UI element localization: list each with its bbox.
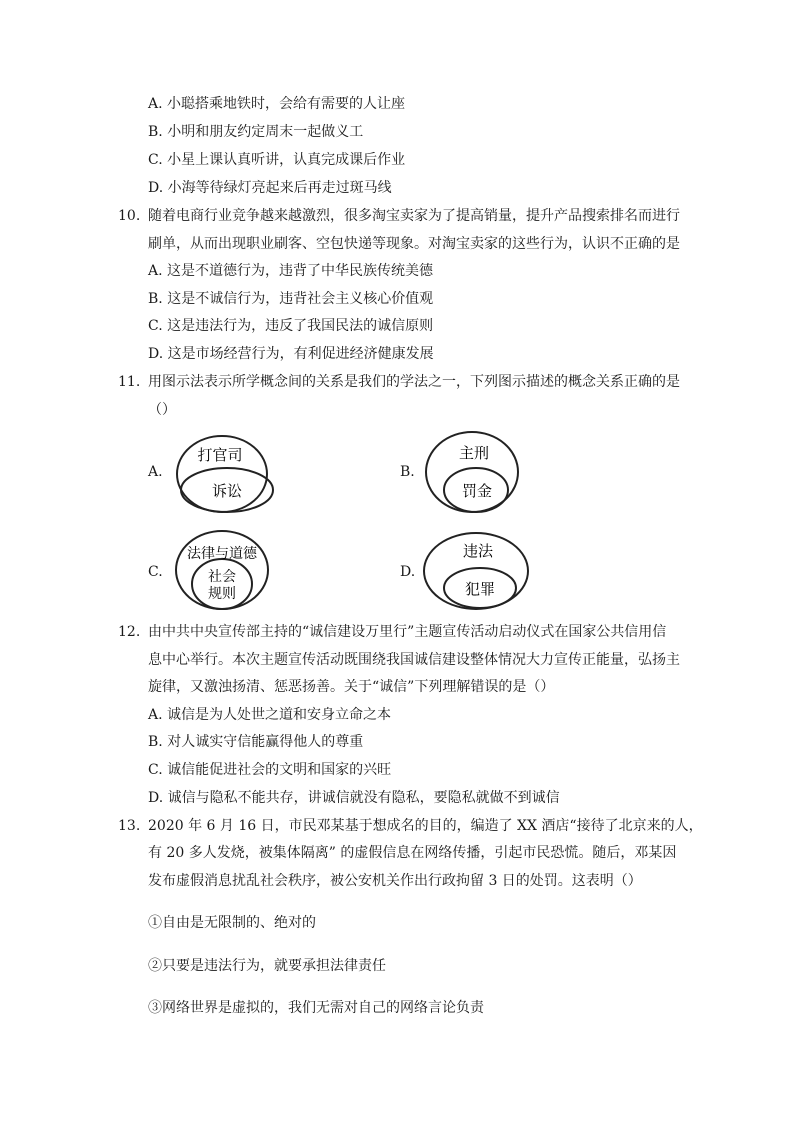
inner-text-1: 社会 — [208, 569, 236, 585]
q9-option-b: B. 小明和朋友约定周末一起做义工 — [148, 124, 364, 140]
outer-text: 法律与道德 — [187, 546, 257, 562]
q12-stem-line-2: 息中心举行。本次主题宣传活动既围绕我国诚信建设整体情况大力宣传正能量，弘扬主 — [148, 652, 680, 668]
inner-text: 罚金 — [461, 482, 493, 500]
q9-option-d: D. 小海等待绿灯亮起来后再走过斑马线 — [148, 180, 392, 196]
q11-stem-line-2: （） — [148, 402, 176, 418]
q13-stem-line-2: 有 20 多人发烧，被集体隔离” 的虚假信息在网络传播，引起市民恐慌。随后，邓某因 — [148, 845, 677, 861]
q13-statement-1: ①自由是无限制的、绝对的 — [148, 915, 316, 931]
q13-statement-2: ②只要是违法行为，就要承担法律责任 — [148, 958, 386, 974]
inner-text: 诉讼 — [211, 482, 243, 500]
q13-stem-line-3: 发布虚假消息扰乱社会秩序，被公安机关作出行政拘留 3 日的处罚。这表明（） — [148, 873, 642, 889]
q12-option-a: A. 诚信是为人处世之道和安身立命之本 — [148, 707, 392, 723]
q10-option-d: D. 这是市场经营行为，有利促进经济健康发展 — [148, 346, 434, 362]
q13-stem-line-1: 2020 年 6 月 16 日，市民邓某基于想成名的目的，编造了 XX 酒店“接待了北京来的人， — [148, 818, 703, 834]
q9-option-c: C. 小星上课认真听讲，认真完成课后作业 — [148, 152, 406, 168]
q10-stem-line-1: 随着电商行业竞争越来越激烈，很多淘宝卖家为了提高销量，提升产品搜索排名而进行 — [148, 208, 680, 224]
q11-diagram-a — [172, 430, 282, 520]
q11-diagram-b-label: B. — [400, 464, 415, 480]
q12-option-d: D. 诚信与隐私不能共存，讲诚信就没有隐私，要隐私就做不到诚信 — [148, 790, 560, 806]
outer-text: 主刑 — [458, 444, 490, 462]
q11-diagram-d-label: D. — [400, 564, 416, 580]
inner-text: 犯罪 — [464, 580, 496, 598]
q12-option-c: C. 诚信能促进社会的文明和国家的兴旺 — [148, 762, 392, 778]
inner-text-2: 规则 — [208, 586, 236, 602]
outer-text: 打官司 — [197, 446, 243, 464]
q13-statement-3: ③网络世界是虚拟的，我们无需对自己的网络言论负责 — [148, 1000, 484, 1016]
q11-diagram-c — [172, 528, 276, 614]
q10-stem-line-2: 刷单，从而出现职业刷客、空包快递等现象。对淘宝卖家的这些行为，认识不正确的是 — [148, 236, 680, 252]
q12-number: 12. — [118, 624, 141, 640]
q10-option-b: B. 这是不诚信行为，违背社会主义核心价值观 — [148, 291, 434, 307]
outer-text: 违法 — [462, 542, 494, 560]
q10-option-a: A. 这是不道德行为，违背了中华民族传统美德 — [148, 263, 434, 279]
q12-stem-line-1: 由中共中央宣传部主持的“诚信建设万里行”主题宣传活动启动仪式在国家公共信用信 — [148, 624, 667, 640]
q11-diagram-d — [422, 530, 534, 614]
q11-diagram-c-label: C. — [148, 564, 163, 580]
q13-number: 13. — [118, 818, 141, 834]
q12-stem-line-3: 旋律，又激浊扬清、惩恶扬善。关于“诚信”下列理解错误的是（） — [148, 679, 555, 695]
q11-diagram-b — [422, 428, 522, 518]
q12-option-b: B. 对人诚实守信能赢得他人的尊重 — [148, 734, 364, 750]
q11-stem-line-1: 用图示法表示所学概念间的关系是我们的学法之一，下列图示描述的概念关系正确的是 — [148, 374, 680, 390]
q9-option-a: A. 小聪搭乘地铁时，会给有需要的人让座 — [148, 96, 406, 112]
q11-diagram-a-label: A. — [148, 464, 163, 480]
q11-number: 11. — [118, 374, 141, 390]
q10-number: 10. — [118, 208, 141, 224]
q10-option-c: C. 这是违法行为，违反了我国民法的诚信原则 — [148, 318, 434, 334]
